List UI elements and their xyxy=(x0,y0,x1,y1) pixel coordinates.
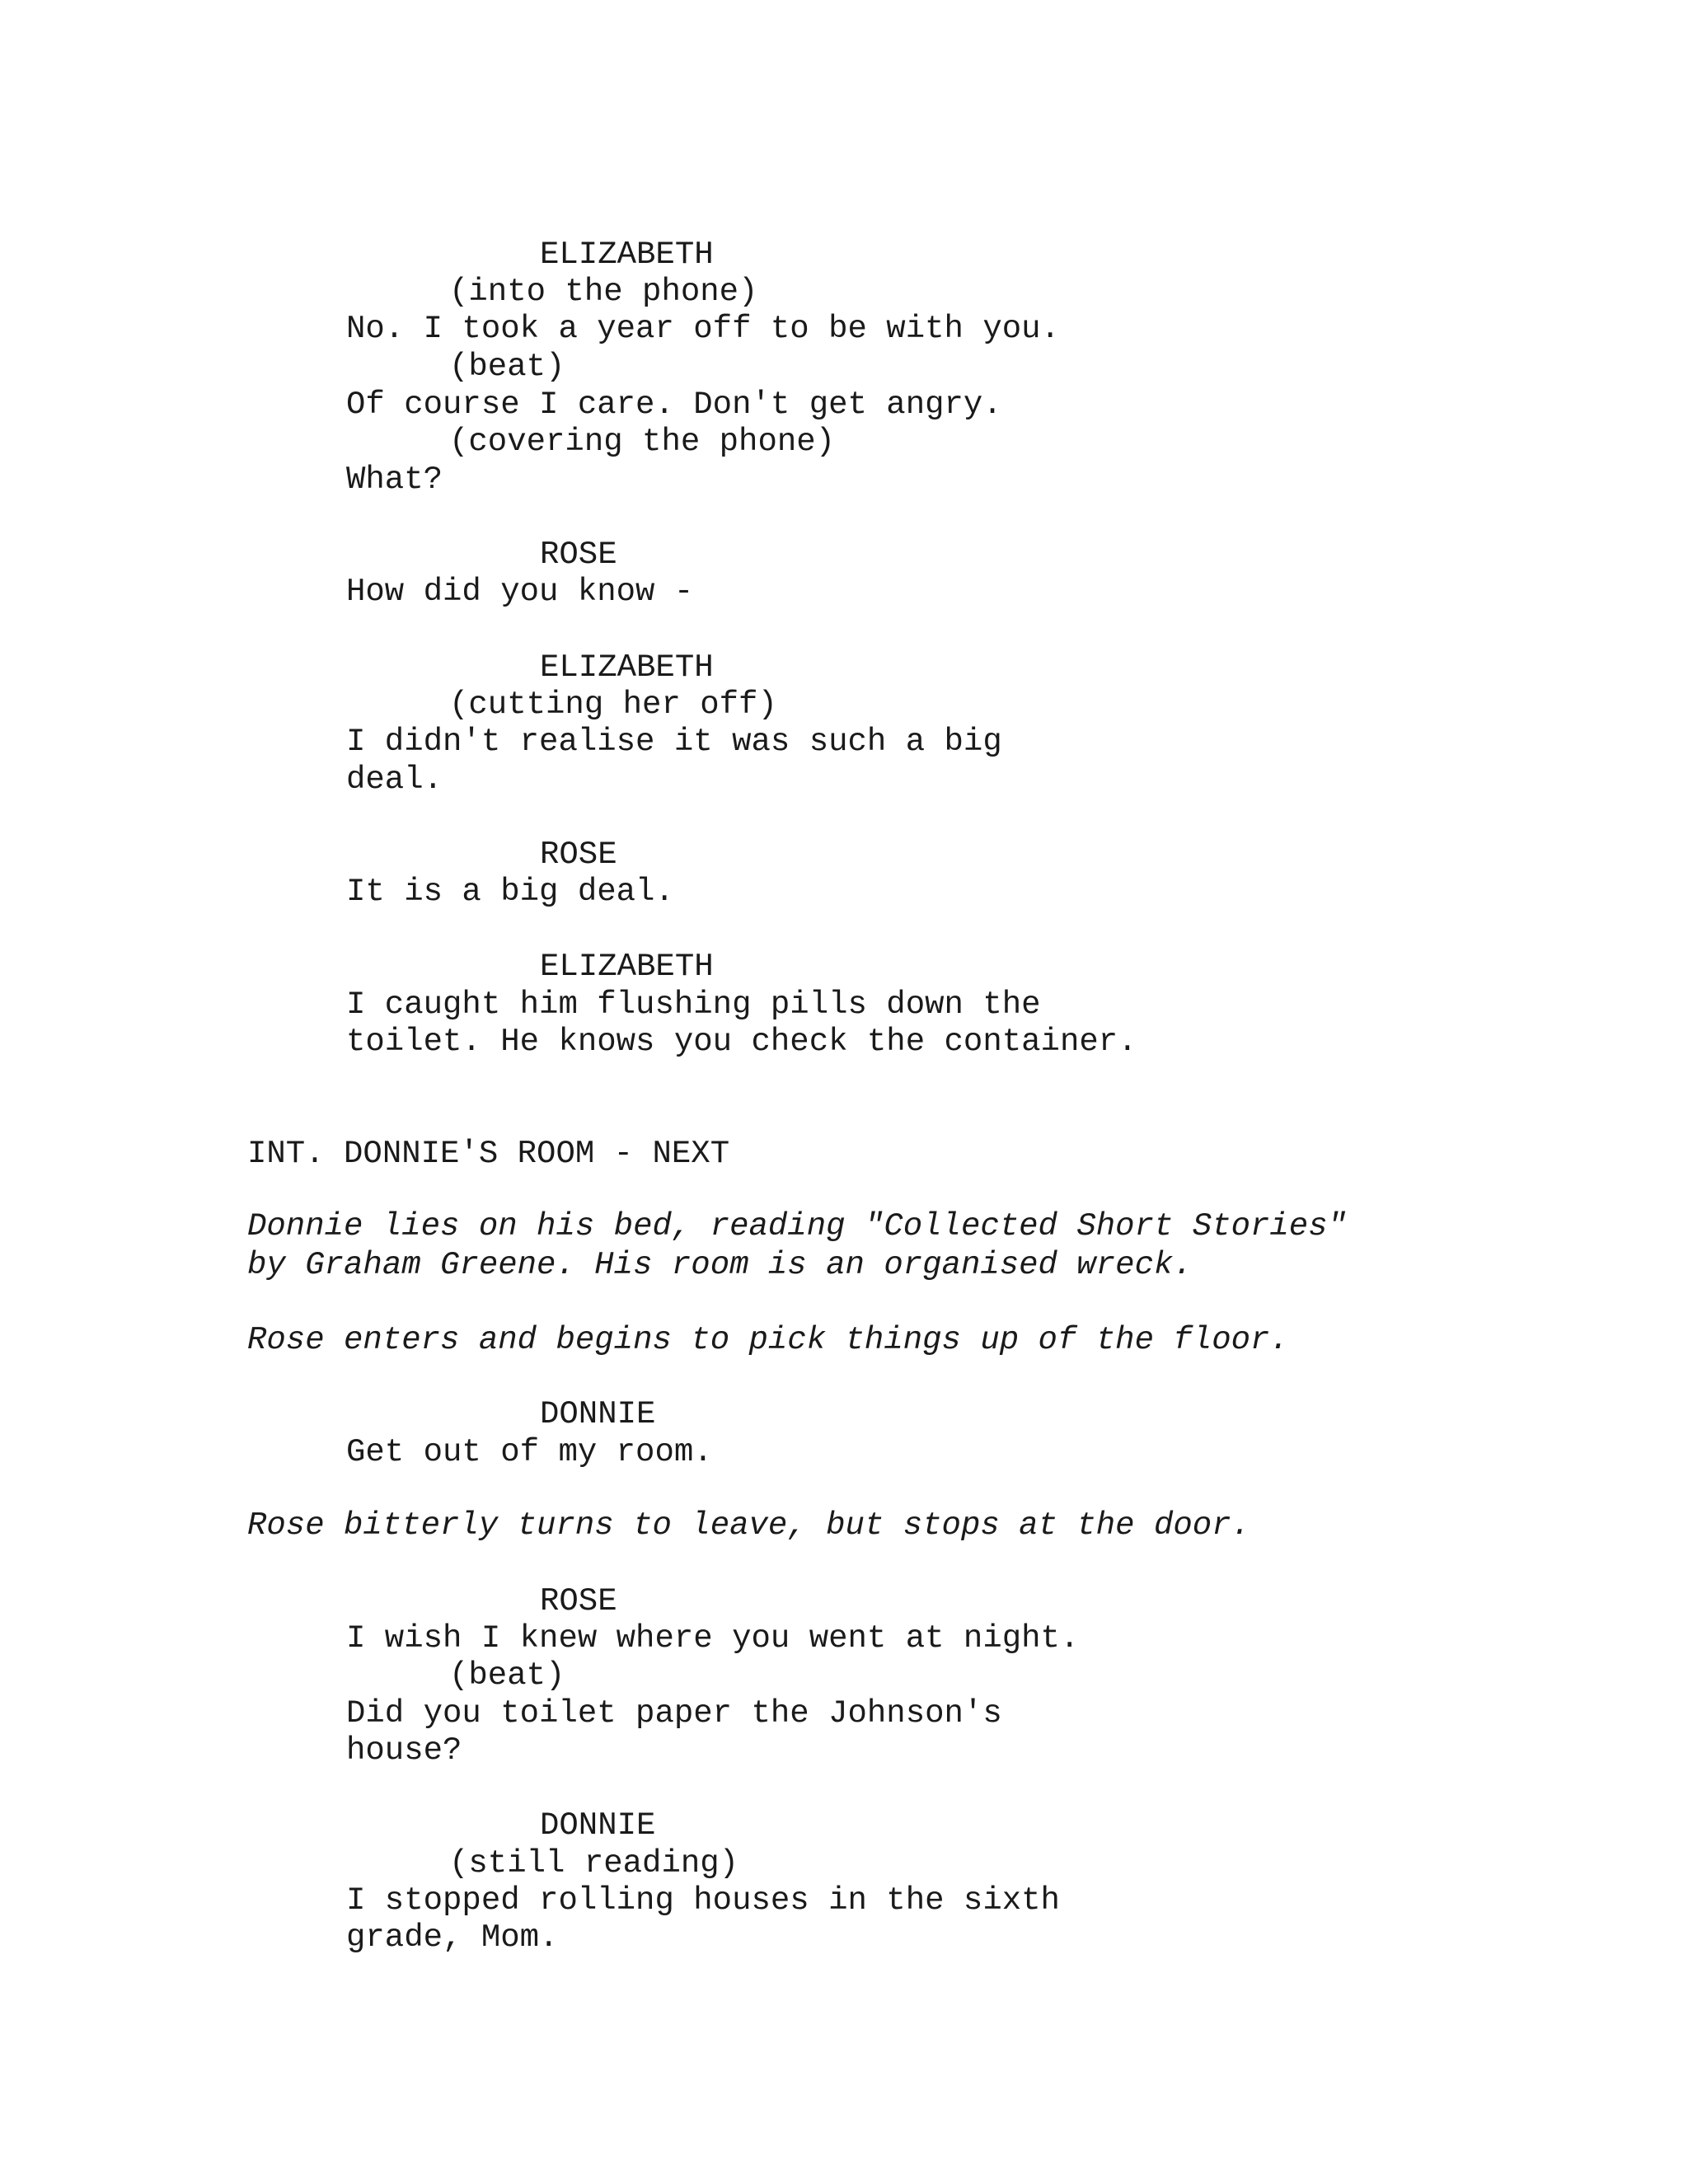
action-line: Rose enters and begins to pick things up of the floor. xyxy=(247,1322,1289,1358)
parenthetical: (cutting her off) xyxy=(449,687,777,723)
dialogue-line: toilet. He knows you check the container. xyxy=(346,1024,1137,1060)
dialogue-line: It is a big deal. xyxy=(346,874,674,910)
dialogue-line: I didn't realise it was such a big xyxy=(346,724,1002,760)
dialogue-line: deal. xyxy=(346,762,443,798)
character-cue: ELIZABETH xyxy=(540,949,714,985)
action-line: by Graham Greene. His room is an organised wreck. xyxy=(247,1247,1193,1283)
character-cue: ELIZABETH xyxy=(540,649,714,686)
character-cue: ROSE xyxy=(540,1583,617,1619)
parenthetical: (beat) xyxy=(449,349,565,385)
parenthetical: (beat) xyxy=(449,1657,565,1694)
dialogue-line: grade, Mom. xyxy=(346,1919,559,1956)
dialogue-line: Get out of my room. xyxy=(346,1434,713,1470)
dialogue-line: Did you toilet paper the Johnson's xyxy=(346,1695,1002,1732)
character-cue: ROSE xyxy=(540,537,617,573)
dialogue-line: No. I took a year off to be with you. xyxy=(346,311,1060,347)
dialogue-line: I stopped rolling houses in the sixth xyxy=(346,1882,1060,1919)
dialogue-line: I caught him flushing pills down the xyxy=(346,987,1041,1023)
dialogue-line: I wish I knew where you went at night. xyxy=(346,1620,1080,1657)
parenthetical: (still reading) xyxy=(449,1845,739,1882)
action-line: Rose bitterly turns to leave, but stops at the door. xyxy=(247,1507,1250,1544)
character-cue: ELIZABETH xyxy=(540,237,714,273)
parenthetical: (into the phone) xyxy=(449,274,758,310)
parenthetical: (covering the phone) xyxy=(449,424,836,460)
character-cue: ROSE xyxy=(540,837,617,873)
dialogue-line: What? xyxy=(346,462,443,498)
dialogue-line: Of course I care. Don't get angry. xyxy=(346,387,1002,423)
character-cue: DONNIE xyxy=(540,1807,656,1844)
action-line: Donnie lies on his bed, reading "Collected Short Stories" xyxy=(247,1208,1348,1244)
character-cue: DONNIE xyxy=(540,1396,656,1432)
dialogue-line: How did you know - xyxy=(346,574,694,610)
dialogue-line: house? xyxy=(346,1732,462,1769)
scene-heading: INT. DONNIE'S ROOM - NEXT xyxy=(247,1136,730,1172)
